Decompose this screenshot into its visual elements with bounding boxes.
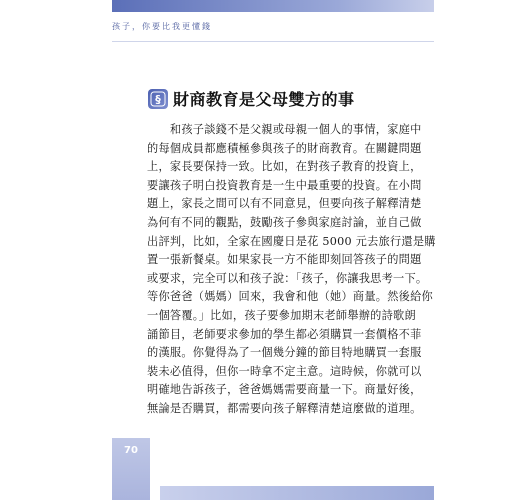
page-number: 70: [124, 445, 138, 456]
body-line: 要讓孩子明白投資教育是一生中最重要的投資。在小問: [147, 178, 422, 192]
header-decoration-bar: [112, 0, 434, 12]
svg-text:§: §: [155, 92, 161, 106]
body-line: 明確地告訴孩子，爸爸媽媽需要商量一下。商量好後，: [147, 383, 422, 397]
body-line: 誦節目，老師要求參加的學生都必須購買一套價格不菲: [147, 327, 422, 341]
body-line: 無論是否購買，都需要向孩子解釋清楚這麼做的道理。: [147, 401, 422, 415]
body-line: 為何有不同的觀點，鼓勵孩子參與家庭討論，並自己做: [147, 215, 422, 229]
section-title: 財商教育是父母雙方的事: [173, 90, 355, 109]
body-line: 和孩子談錢不是父親或母親一個人的事情，家庭中: [147, 123, 422, 136]
running-head: 孩子，你要比我更懂錢: [112, 22, 212, 31]
body-line: 題上，家長之間可以有不同意見，但要向孩子解釋清楚: [147, 197, 422, 211]
body-line: 出評判，比如，全家在國慶日是花 5000 元去旅行還是購: [147, 234, 436, 248]
footer-decoration-bar: [160, 486, 434, 500]
body-line: 等你爸爸（媽媽）回來，我會和他（她）商量。然後給你: [147, 290, 433, 304]
header-rule: [112, 41, 434, 42]
section-badge-icon: [148, 89, 168, 109]
body-line: 一個答覆。」比如，孩子要參加期末老師舉辦的詩歌朗: [147, 308, 416, 322]
body-line: 上，家長要保持一致。比如，在對孩子教育的投資上，: [147, 160, 422, 174]
body-line: 置一張新餐桌。如果家長一方不能即刻回答孩子的問題: [147, 253, 422, 267]
body-line: 的漢服。你覺得為了一個幾分鐘的節目特地購買一套服: [147, 346, 422, 360]
body-line: 的每個成員都應積極參與孩子的財商教育。在關鍵問題: [147, 141, 422, 155]
section-heading: [148, 87, 355, 110]
body-paragraph: [147, 121, 436, 419]
body-line: 或要求，完全可以和孩子說：「孩子，你讓我思考一下。: [147, 271, 428, 285]
body-line: 裝未必值得，但你一時拿不定主意。這時候，你就可以: [147, 364, 422, 378]
